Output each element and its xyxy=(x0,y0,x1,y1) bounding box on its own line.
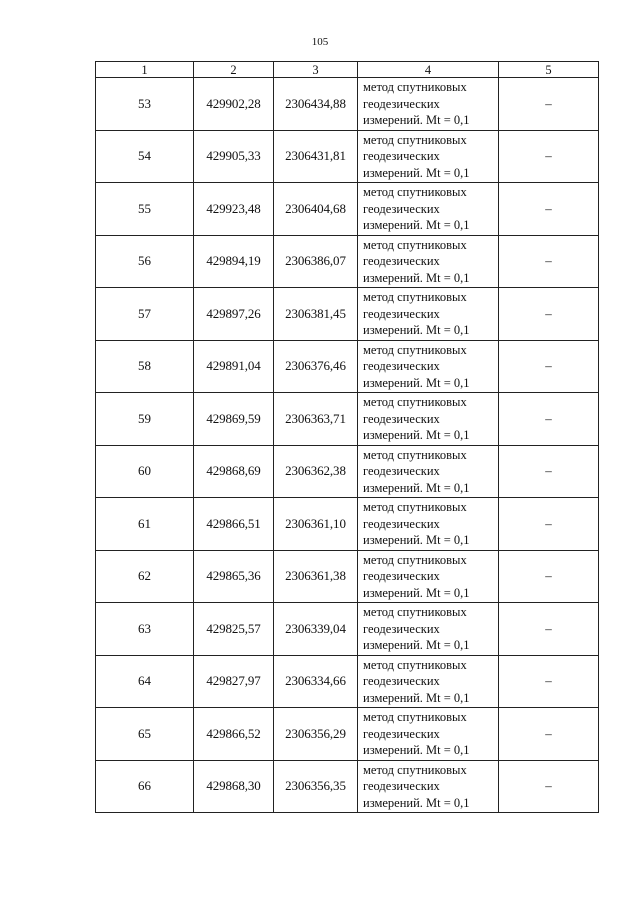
header-col-2: 2 xyxy=(194,62,274,78)
coordinate-y-cell: 2306356,35 xyxy=(274,760,358,813)
method-text-line: геодезических xyxy=(363,96,440,111)
note-cell: – xyxy=(499,498,599,551)
table-row xyxy=(96,183,599,236)
method-text-line: метод спутниковых xyxy=(363,710,467,724)
table-row xyxy=(96,445,599,498)
method-text-line: измерений. Mt = 0,1 xyxy=(363,690,470,705)
method-text-line: геодезических xyxy=(363,569,440,583)
method-text-line: метод спутниковых xyxy=(363,605,467,619)
method-text-line: геодезических xyxy=(363,306,440,321)
point-number-cell: 59 xyxy=(96,393,194,446)
note-cell: – xyxy=(499,183,599,236)
note-cell: – xyxy=(499,655,599,708)
method-text-line: метод спутниковых xyxy=(363,500,467,514)
coordinate-x-cell: 429905,33 xyxy=(194,130,274,183)
table-row xyxy=(96,78,599,131)
method-text-line: измерений. Mt = 0,1 xyxy=(363,165,470,180)
method-text-line: геодезических xyxy=(363,201,440,216)
table-row xyxy=(96,130,599,183)
table-row xyxy=(96,550,599,603)
method-text-line: метод спутниковых xyxy=(363,80,467,94)
method-cell xyxy=(358,288,499,341)
coordinate-x-cell: 429865,36 xyxy=(194,550,274,603)
method-text-line: геодезических xyxy=(363,411,440,426)
coordinate-y-cell: 2306404,68 xyxy=(274,183,358,236)
note-cell: – xyxy=(499,288,599,341)
coordinate-y-cell: 2306381,45 xyxy=(274,288,358,341)
method-text-line: измерений. Mt = 0,1 xyxy=(363,323,470,337)
table-row xyxy=(96,760,599,813)
coordinate-x-cell: 429827,97 xyxy=(194,655,274,708)
coordinate-y-cell: 2306376,46 xyxy=(274,340,358,393)
method-text-line: метод спутниковых xyxy=(363,132,467,147)
note-cell: – xyxy=(499,235,599,288)
table-row xyxy=(96,655,599,708)
coordinate-y-cell: 2306361,10 xyxy=(274,498,358,551)
note-cell: – xyxy=(499,340,599,393)
note-cell: – xyxy=(499,78,599,131)
method-text-line: геодезических xyxy=(363,254,440,268)
method-text-line: измерений. Mt = 0,1 xyxy=(363,375,470,390)
coordinate-y-cell: 2306361,38 xyxy=(274,550,358,603)
coordinate-y-cell: 2306356,29 xyxy=(274,708,358,761)
method-text-line: геодезических xyxy=(363,674,440,688)
method-text-line: геодезических xyxy=(363,149,440,163)
method-text-line: метод спутниковых xyxy=(363,290,467,304)
method-text-line: измерений. Mt = 0,1 xyxy=(363,533,470,547)
method-cell xyxy=(358,340,499,393)
method-text-line: метод спутниковых xyxy=(363,185,467,199)
method-text-line: измерений. Mt = 0,1 xyxy=(363,638,470,652)
method-text-line: геодезических xyxy=(363,621,440,636)
table-row xyxy=(96,288,599,341)
method-cell xyxy=(358,183,499,236)
method-text-line: метод спутниковых xyxy=(363,342,467,357)
page-number: 105 xyxy=(311,36,329,48)
method-text-line: метод спутниковых xyxy=(363,552,467,567)
method-cell xyxy=(358,603,499,656)
table-header xyxy=(96,62,599,78)
method-cell xyxy=(358,760,499,813)
method-text-line: метод спутниковых xyxy=(363,447,467,462)
coordinate-y-cell: 2306434,88 xyxy=(274,78,358,131)
method-cell xyxy=(358,445,499,498)
point-number-cell: 60 xyxy=(96,445,194,498)
point-number-cell: 58 xyxy=(96,340,194,393)
table-row xyxy=(96,708,599,761)
coordinate-x-cell: 429868,30 xyxy=(194,760,274,813)
method-text-line: геодезических xyxy=(363,779,440,793)
coordinates-table xyxy=(95,61,599,813)
method-text-line: измерений. Mt = 0,1 xyxy=(363,743,470,757)
coordinate-x-cell: 429866,52 xyxy=(194,708,274,761)
method-cell xyxy=(358,655,499,708)
method-text-line: геодезических xyxy=(363,516,440,531)
coordinate-y-cell: 2306339,04 xyxy=(274,603,358,656)
header-col-4: 4 xyxy=(358,62,499,78)
coordinate-y-cell: 2306363,71 xyxy=(274,393,358,446)
table-body xyxy=(96,78,599,813)
point-number-cell: 61 xyxy=(96,498,194,551)
point-number-cell: 54 xyxy=(96,130,194,183)
method-cell xyxy=(358,498,499,551)
coordinate-x-cell: 429825,57 xyxy=(194,603,274,656)
method-text-line: метод спутниковых xyxy=(363,237,467,252)
method-text-line: измерений. Mt = 0,1 xyxy=(363,480,470,495)
method-text-line: геодезических xyxy=(363,464,440,478)
coordinate-x-cell: 429894,19 xyxy=(194,235,274,288)
point-number-cell: 62 xyxy=(96,550,194,603)
coordinate-x-cell: 429897,26 xyxy=(194,288,274,341)
method-text-line: геодезических xyxy=(363,726,440,741)
header-col-5: 5 xyxy=(499,62,599,78)
point-number-cell: 57 xyxy=(96,288,194,341)
point-number-cell: 53 xyxy=(96,78,194,131)
method-text-line: измерений. Mt = 0,1 xyxy=(363,795,470,810)
method-text-line: геодезических xyxy=(363,359,440,373)
method-text-line: измерений. Mt = 0,1 xyxy=(363,113,470,127)
method-cell xyxy=(358,393,499,446)
point-number-cell: 63 xyxy=(96,603,194,656)
note-cell: – xyxy=(499,760,599,813)
method-text-line: метод спутниковых xyxy=(363,762,467,777)
table-row xyxy=(96,393,599,446)
coordinate-x-cell: 429869,59 xyxy=(194,393,274,446)
note-cell: – xyxy=(499,445,599,498)
note-cell: – xyxy=(499,603,599,656)
method-text-line: метод спутниковых xyxy=(363,395,467,409)
point-number-cell: 65 xyxy=(96,708,194,761)
point-number-cell: 55 xyxy=(96,183,194,236)
header-col-1: 1 xyxy=(96,62,194,78)
method-text-line: измерений. Mt = 0,1 xyxy=(363,428,470,442)
method-cell xyxy=(358,130,499,183)
method-cell xyxy=(358,550,499,603)
method-cell xyxy=(358,708,499,761)
table-row xyxy=(96,603,599,656)
point-number-cell: 66 xyxy=(96,760,194,813)
coordinate-x-cell: 429868,69 xyxy=(194,445,274,498)
coordinate-y-cell: 2306431,81 xyxy=(274,130,358,183)
method-text-line: измерений. Mt = 0,1 xyxy=(363,585,470,600)
table-row xyxy=(96,340,599,393)
method-cell xyxy=(358,78,499,131)
note-cell: – xyxy=(499,393,599,446)
note-cell: – xyxy=(499,708,599,761)
method-text-line: метод спутниковых xyxy=(363,657,467,672)
coordinate-y-cell: 2306334,66 xyxy=(274,655,358,708)
coordinate-y-cell: 2306362,38 xyxy=(274,445,358,498)
coordinate-x-cell: 429866,51 xyxy=(194,498,274,551)
coordinate-y-cell: 2306386,07 xyxy=(274,235,358,288)
note-cell: – xyxy=(499,550,599,603)
header-col-3: 3 xyxy=(274,62,358,78)
method-text-line: измерений. Mt = 0,1 xyxy=(363,218,470,232)
point-number-cell: 64 xyxy=(96,655,194,708)
table-row xyxy=(96,235,599,288)
method-cell xyxy=(358,235,499,288)
method-text-line: измерений. Mt = 0,1 xyxy=(363,270,470,285)
coordinate-x-cell: 429891,04 xyxy=(194,340,274,393)
coordinate-x-cell: 429923,48 xyxy=(194,183,274,236)
table-row xyxy=(96,498,599,551)
header-row xyxy=(96,62,599,78)
coordinate-x-cell: 429902,28 xyxy=(194,78,274,131)
note-cell: – xyxy=(499,130,599,183)
point-number-cell: 56 xyxy=(96,235,194,288)
